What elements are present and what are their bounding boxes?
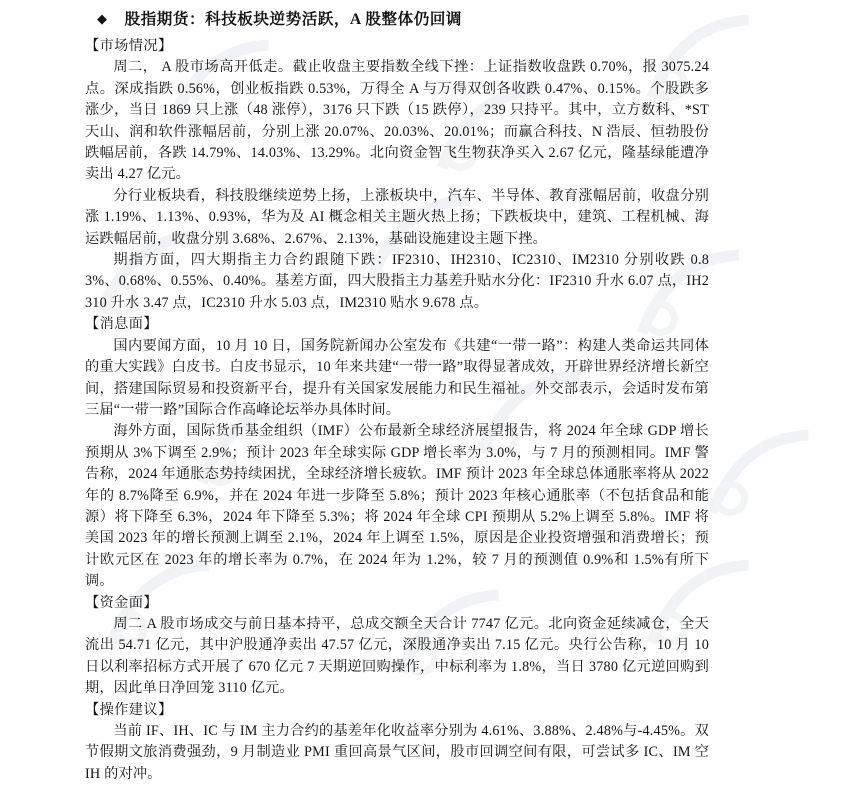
report-title [97, 7, 709, 29]
paragraph-market-indices: 周二， A 股市场高开低走。截止收盘主要指数全线下挫：上证指数收盘跌 0.70%，报 3075.24 点。深成指跌 0.56%，创业板指跌 0.53%，万得全 A 与万得双创各收跌 0.47%、0.15%。个股跌多涨少，当日 1869 只上涨（48 涨停），3176 只下跌（15 跌停），239 只持平。其中，立方数科、*ST 天山、润和软件涨幅居前，分别上涨 20.07%、20.03%、20.01%；而赢合科技、N 浩辰、恒勃股份跌幅居前，各跌 14.79%、14.03%、13.29%。北向资金智飞生物获净买入 2.67 亿元，隆基绿能遭净卖出 4.27 亿元。 [85, 59, 709, 183]
paragraph-trade-advice: 当前 IF、IH、IC 与 IM 主力合约的基差年化收益率分别为 4.61%、3.88%、2.48%与-4.45%。双节假期文旅消费强劲，9 月制造业 PMI 重回高景气区间，股市回调空间有限，可尝试多 IC、IM 空 IH 的对冲。 [85, 723, 709, 782]
section-heading-funds: 【资金面】 [85, 594, 158, 611]
paragraph-fund-flows: 周二 A 股市场成交与前日基本持平，总成交额全天合计 7747 亿元。北向资金延续减仓，全天流出 54.71 亿元，其中沪股通净卖出 47.57 亿元，深股通净卖出 7.15 亿元。央行公告称，10 月 10 日以利率招标方式开展了 670 亿元 7 天期逆回购操作，中标利率为 1.8%，当日 3780 亿元逆回购到期，因此单日净回笼 3110 亿元。 [85, 615, 709, 697]
paragraph-index-futures: 期指方面，四大期指主力合约跟随下跌：IF2310、IH2310、IC2310、IM2310 分别收跌 0.83%、0.68%、0.55%、0.40%。基差方面，四大股指主力基差升贴水分化：IF2310 升水 6.07 点，IH2310 升水 3.47 点，IC2310 升水 5.03 点，IM2310 贴水 9.678 点。 [85, 252, 709, 311]
section-heading-advice: 【操作建议】 [85, 701, 173, 718]
diamond-bullet-icon: ◆ [97, 11, 108, 26]
section-heading-market-overview: 【市场情况】 [85, 38, 173, 54]
report-title-text: 股指期货：科技板块逆势活跃，A 股整体仍回调 [124, 11, 463, 28]
section-heading-news: 【消息面】 [85, 316, 158, 333]
paragraph-overseas-news: 海外方面，国际货币基金组织（IMF）公布最新全球经济展望报告，将 2024 年全球 GDP 增长预期从 3%下调至 2.9%；预计 2023 年全球实际 GDP 增长率为 3.0%，与 7 月的预测相同。IMF 警告称，2024 年通胀态势持续困扰，全球经济增长疲软。IMF 预计 2023 年全球总体通胀率将从 2022 年的 8.7%降至 6.9%，并在 2024 年进一步降至 5.8%；预计 2023 年核心通胀率（不包括食品和能源）将下降至 6.3%，2024 年下降至 5.3%；将 2024 年全球 CPI 预期从 5.2%上调至 5.8%。IMF 将美国 2023 年的增长预测上调至 2.1%，2024 年上调至 1.5%，原因是企业投资增强和消费增长；预计欧元区在 2023 年的增长率为 0.7%，在 2024 年为 1.2%，较 7 月的预测值 0.9%和 1.5%有所下调。 [85, 423, 709, 590]
paragraph-sector-moves: 分行业板块看，科技股继续逆势上扬，上涨板块中，汽车、半导体、教育涨幅居前，收盘分别涨 1.19%、1.13%、0.93%，华为及 AI 概念相关主题火热上扬；下跌板块中，建筑、工程机械、海运跌幅居前，收盘分别 3.68%、2.67%、2.13%，基础设施建设主题下挫。 [85, 187, 709, 247]
report-content [85, 7, 709, 785]
paragraph-domestic-news: 国内要闻方面，10 月 10 日，国务院新闻办公室发布《共建“一带一路”：构建人类命运共同体的重大实践》白皮书。白皮书显示，10 年来共建“一带一路”取得显著成效，开辟世界经济增长新空间，搭建国际贸易和投资新平台，提升有关国家发展能力和民生福祉。外交部表示，会适时发布第三届“一带一路”国际合作高峰论坛举办具体时间。 [85, 337, 709, 418]
